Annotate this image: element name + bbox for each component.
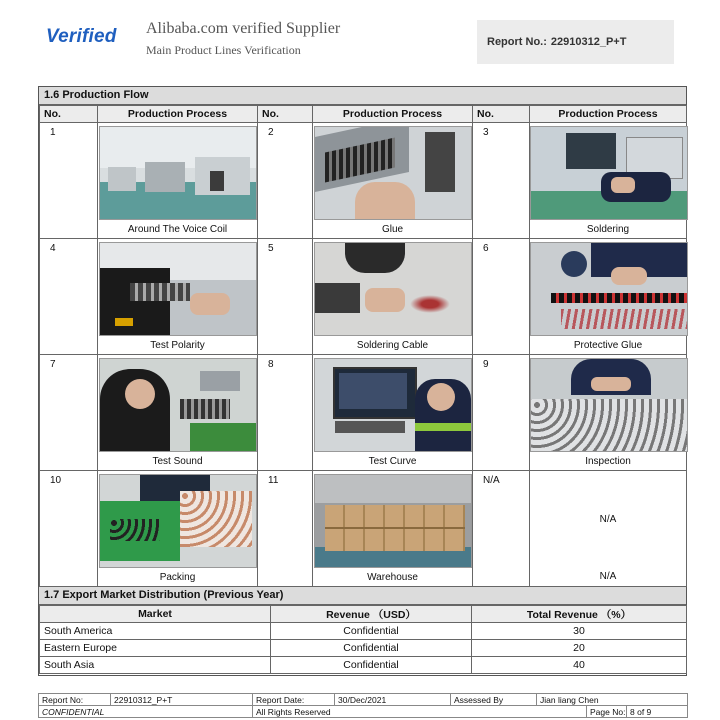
- footer-report-no: 22910312_P+T: [111, 694, 253, 706]
- step-photo-soldering: [530, 126, 688, 220]
- step-number: 2: [258, 123, 313, 239]
- step-cell: [313, 239, 473, 355]
- col-process-header: Production Process: [313, 106, 473, 123]
- market-cell: Eastern Europe: [40, 640, 271, 657]
- table-row: [40, 640, 687, 657]
- step-photo-test-curve: [314, 358, 472, 452]
- report-number-box: [477, 20, 674, 64]
- step-photo-factory-floor: [99, 126, 257, 220]
- step-number: 8: [258, 355, 313, 471]
- main-content: [38, 86, 687, 676]
- step-caption: N/A: [599, 571, 617, 582]
- production-flow-row: [40, 471, 687, 587]
- step-cell: [313, 355, 473, 471]
- footer-row: [39, 706, 688, 718]
- step-number: N/A: [473, 471, 530, 587]
- production-flow-table: [39, 105, 687, 587]
- col-no-header: No.: [40, 106, 98, 123]
- market-cell: South America: [40, 623, 271, 640]
- step-number: 11: [258, 471, 313, 587]
- footer-rights: All Rights Reserved: [253, 706, 587, 718]
- step-cell: [98, 239, 258, 355]
- footer-table: [38, 693, 688, 718]
- production-flow-title: 1.6 Production Flow: [39, 87, 686, 105]
- step-photo-inspection: [530, 358, 688, 452]
- verified-logo: [46, 26, 117, 48]
- step-cell: [98, 471, 258, 587]
- footer-assessed-by-label: Assessed By: [451, 694, 537, 706]
- step-cell: [98, 123, 258, 239]
- step-number: 7: [40, 355, 98, 471]
- na-photo-placeholder: [530, 471, 686, 567]
- revenue-cell: Confidential: [271, 623, 472, 640]
- production-flow-header-row: [40, 106, 687, 123]
- production-flow-row: [40, 123, 687, 239]
- step-caption: Around The Voice Coil: [127, 224, 228, 235]
- step-caption: Warehouse: [367, 572, 418, 583]
- step-caption: Inspection: [585, 456, 631, 467]
- step-number: 1: [40, 123, 98, 239]
- table-row: [40, 657, 687, 674]
- revenue-header: Revenue （USD）: [271, 606, 472, 623]
- col-process-header: Production Process: [98, 106, 258, 123]
- step-number: 5: [258, 239, 313, 355]
- production-flow-row: [40, 239, 687, 355]
- footer-page-label: Page No:: [587, 706, 627, 718]
- export-market-header-row: [40, 606, 687, 623]
- step-cell: [530, 471, 687, 587]
- footer-report-date: 30/Dec/2021: [335, 694, 451, 706]
- step-cell: [313, 471, 473, 587]
- revenue-cell: Confidential: [271, 657, 472, 674]
- step-cell: [530, 123, 687, 239]
- footer-page: 8 of 9: [627, 706, 688, 718]
- step-cell: [530, 355, 687, 471]
- step-number: 3: [473, 123, 530, 239]
- footer-report-date-label: Report Date:: [253, 694, 335, 706]
- percent-cell: 40: [472, 657, 687, 674]
- step-caption: Test Curve: [368, 456, 417, 467]
- step-caption: Soldering Cable: [356, 340, 429, 351]
- step-photo-warehouse: [314, 474, 472, 568]
- col-process-header: Production Process: [530, 106, 687, 123]
- step-caption: Glue: [381, 224, 404, 235]
- step-photo-test-polarity: [99, 242, 257, 336]
- verified-logo-text: Verified: [46, 26, 117, 47]
- step-cell: [530, 239, 687, 355]
- footer-report-no-label: Report No:: [39, 694, 111, 706]
- step-caption: Test Polarity: [150, 340, 205, 351]
- percent-cell: 20: [472, 640, 687, 657]
- step-number: 9: [473, 355, 530, 471]
- report-header: [0, 0, 720, 80]
- percent-cell: 30: [472, 623, 687, 640]
- col-no-header: No.: [473, 106, 530, 123]
- step-caption: Test Sound: [152, 456, 203, 467]
- col-no-header: No.: [258, 106, 313, 123]
- step-cell: [313, 123, 473, 239]
- export-market-table: [39, 605, 687, 674]
- verification-subtitle: Main Product Lines Verification: [146, 43, 301, 57]
- step-photo-glue: [314, 126, 472, 220]
- report-number-value: 22910312_P+T: [550, 36, 627, 48]
- total-revenue-header: Total Revenue （%）: [472, 606, 687, 623]
- step-cell: [98, 355, 258, 471]
- market-header: Market: [40, 606, 271, 623]
- footer-confidential: CONFIDENTIAL: [39, 706, 253, 718]
- footer-row: [39, 694, 688, 706]
- footer-assessed-by: Jian liang Chen: [537, 694, 688, 706]
- report-footer: [38, 693, 687, 719]
- step-caption: Soldering: [586, 224, 630, 235]
- step-number: 4: [40, 239, 98, 355]
- production-flow-row: [40, 355, 687, 471]
- report-number-label: Report No.:: [487, 36, 547, 48]
- step-photo-packing: [99, 474, 257, 568]
- na-photo-text: N/A: [599, 513, 617, 525]
- table-row: [40, 623, 687, 640]
- step-photo-test-sound: [99, 358, 257, 452]
- supplier-title: Alibaba.com verified Supplier: [146, 20, 341, 37]
- step-photo-soldering-cable: [314, 242, 472, 336]
- step-number: 10: [40, 471, 98, 587]
- step-caption: Protective Glue: [573, 340, 643, 351]
- step-photo-protective-glue: [530, 242, 688, 336]
- step-caption: Packing: [159, 572, 196, 583]
- step-number: 6: [473, 239, 530, 355]
- market-cell: South Asia: [40, 657, 271, 674]
- revenue-cell: Confidential: [271, 640, 472, 657]
- export-market-title: 1.7 Export Market Distribution (Previous Year): [39, 587, 686, 605]
